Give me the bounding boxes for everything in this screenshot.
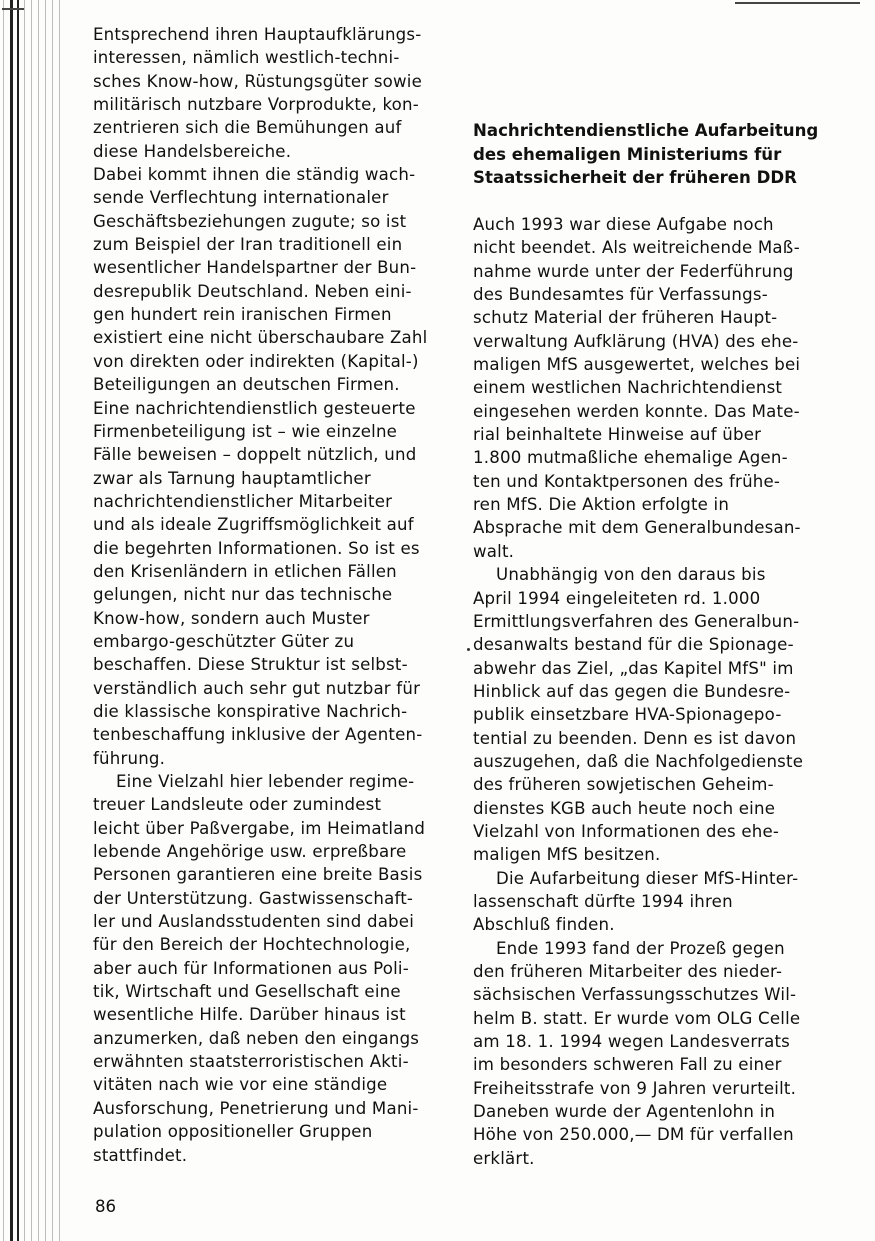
text-line: publik einsetzbare HVA-Spionagepo-	[473, 705, 782, 725]
text-line: schutz Material der früheren Haupt-	[473, 308, 778, 328]
text-line: dienstes KGB auch heute noch eine	[473, 798, 776, 818]
text-line: Eine Vielzahl hier lebender regime-	[116, 772, 415, 791]
text-line: Fälle beweisen – doppelt nützlich, und	[93, 445, 417, 465]
text-line: Ermittlungsverfahren des Generalbun-	[473, 611, 800, 631]
text-line: maligen MfS ausgewertet, welches bei	[473, 355, 801, 375]
text-line: tenbeschaffung inklusive der Agenten-	[93, 725, 423, 745]
heading-line: Nachrichtendienstliche Aufarbeitung	[473, 121, 819, 140]
text-line: gelungen, nicht nur das technische	[93, 585, 393, 605]
text-line: Ende 1993 fand der Prozeß gegen	[496, 938, 785, 958]
text-line: nahme wurde unter der Federführung	[473, 261, 794, 281]
text-line: Freiheitsstrafe von 9 Jahren verurteilt.	[473, 1078, 797, 1098]
text-line: Auch 1993 war diese Aufgabe noch	[473, 215, 774, 234]
text-line: der Unterstützung. Gastwissenschaft-	[93, 888, 414, 908]
text-line: sächsischen Verfassungsschutzes Wil-	[473, 985, 797, 1005]
text-line: im besonders schweren Fall zu einer	[473, 1055, 782, 1075]
text-line: desrepublik Deutschland. Neben eini-	[93, 281, 412, 301]
text-line: Daneben wurde der Agentenlohn in	[473, 1102, 776, 1122]
text-line: Die Aufarbeitung dieser MfS-Hinter-	[496, 868, 799, 888]
text-line: Geschäftsbeziehungen zugute; so ist	[93, 211, 407, 231]
text-line: Abschluß finden.	[473, 915, 615, 935]
text-line: zentrieren sich die Bemühungen auf	[93, 118, 402, 138]
text-line: Entsprechend ihren Hauptaufklärungs-	[93, 25, 422, 44]
binding-line	[10, 0, 13, 1241]
text-line: zum Beispiel der Iran traditionell ein	[93, 235, 403, 255]
text-line: die klassische konspirative Nachrich-	[93, 701, 408, 721]
text-line: anzumerken, daß neben den eingangs	[93, 1028, 420, 1048]
text-line: des früheren sowjetischen Geheim-	[473, 775, 774, 795]
text-line: aber auch für Informationen aus Poli-	[93, 958, 409, 978]
text-line: Know-how, sondern auch Muster	[93, 608, 370, 628]
text-line: des Bundesamtes für Verfassungs-	[473, 285, 768, 305]
text-line: nicht beendet. Als weitreichende Maß-	[473, 238, 800, 258]
text-line: Höhe von 250.000,— DM für verfallen	[473, 1125, 794, 1145]
text-line: wesentlicher Handelspartner der Bun-	[93, 258, 417, 278]
text-line: für den Bereich der Hochtechnologie,	[93, 935, 411, 955]
text-line: von direkten oder indirekten (Kapital-)	[93, 351, 419, 371]
text-line: Firmenbeteiligung ist – wie einzelne	[93, 421, 398, 441]
text-line: verständlich auch sehr gut nutzbar für	[93, 678, 421, 698]
text-line: ten und Kontaktpersonen des frühe-	[473, 471, 781, 491]
text-line: einem westlichen Nachrichtendienst	[473, 378, 783, 398]
scan-mark	[735, 2, 860, 4]
text-line: den früheren Mitarbeiter des nieder-	[473, 962, 783, 981]
text-line: existiert eine nicht überschaubare Zahl	[93, 328, 428, 348]
text-line: desanwalts bestand für die Spionage-	[473, 635, 794, 655]
right-column	[473, 213, 823, 1170]
text-line: diese Handelsbereiche.	[93, 141, 292, 161]
text-line: und als ideale Zugriffsmöglichkeit auf	[93, 515, 414, 535]
text-line: erwähnten staatsterroristischen Akti-	[93, 1052, 409, 1072]
text-line: Unabhängig von den daraus bis	[496, 565, 766, 585]
text-line: walt.	[473, 541, 515, 561]
page-number: 86	[95, 1197, 117, 1216]
text-line: interessen, nämlich westlich-techni-	[93, 48, 400, 68]
text-line: beschaffen. Diese Struktur ist selbst-	[93, 655, 408, 675]
text-line: Dabei kommt ihnen die ständig wach-	[93, 165, 416, 185]
text-line: Personen garantieren eine breite Basis	[93, 865, 423, 885]
text-line: rial beinhaltete Hinweise auf über	[473, 425, 762, 445]
text-line: gen hundert rein iranischen Firmen	[93, 305, 392, 325]
binding-line	[17, 0, 19, 1241]
text-line: sende Verflechtung internationaler	[93, 188, 389, 208]
text-line: embargo-geschützter Güter zu	[93, 631, 355, 651]
scan-mark	[2, 8, 24, 10]
text-line: zwar als Tarnung hauptamtlicher	[93, 468, 371, 488]
text-line: erklärt.	[473, 1148, 535, 1168]
text-line: maligen MfS besitzen.	[473, 845, 661, 865]
text-line: ren MfS. Die Aktion erfolgte in	[473, 495, 730, 515]
section-heading	[473, 119, 823, 190]
text-line: Eine nachrichtendienstlich gesteuerte	[93, 398, 416, 418]
text-line: den Krisenländern in etlichen Fällen	[93, 561, 397, 581]
text-line: Beteiligungen an deutschen Firmen.	[93, 375, 400, 395]
scan-speck	[467, 648, 470, 651]
heading-line: des ehemaligen Ministeriums für	[473, 144, 782, 164]
text-line: nachrichtendienstlicher Mitarbeiter	[93, 491, 393, 511]
text-line: tik, Wirtschaft und Gesellschaft eine	[93, 982, 401, 1002]
text-line: April 1994 eingeleiteten rd. 1.000	[473, 588, 761, 608]
text-line: tential zu beenden. Denn es ist davon	[473, 728, 797, 748]
text-line: militärisch nutzbare Vorprodukte, kon-	[93, 95, 419, 115]
text-line: vitäten nach wie vor eine ständige	[93, 1075, 388, 1095]
text-line: Vielzahl von Informationen des ehe-	[473, 821, 780, 841]
text-line: stattfindet.	[93, 1145, 188, 1165]
text-line: Ausforschung, Penetrierung und Mani-	[93, 1098, 419, 1118]
text-line: die begehrten Informationen. So ist es	[93, 538, 420, 558]
text-line: 1.800 mutmaßliche ehemalige Agen-	[473, 448, 788, 468]
text-line: eingesehen werden konnte. Das Mate-	[473, 401, 800, 421]
text-line: sches Know-how, Rüstungsgüter sowie	[93, 71, 423, 91]
left-column	[93, 23, 443, 1167]
text-line: lebende Angehörige usw. erpreßbare	[93, 842, 407, 862]
text-line: am 18. 1. 1994 wegen Landesverrats	[473, 1032, 791, 1052]
text-line: auszugehen, daß die Nachfolgedienste	[473, 751, 804, 771]
text-line: Hinblick auf das gegen die Bundesre-	[473, 681, 791, 701]
text-line: ler und Auslandsstudenten sind dabei	[93, 912, 415, 932]
text-line: pulation oppositioneller Gruppen	[93, 1122, 373, 1142]
text-line: verwaltung Aufklärung (HVA) des ehe-	[473, 331, 799, 351]
text-line: leicht über Paßvergabe, im Heimatland	[93, 818, 426, 838]
text-line: Absprache mit dem Generalbundesan-	[473, 518, 801, 538]
text-line: lassenschaft dürfte 1994 ihren	[473, 891, 733, 911]
text-line: führung.	[93, 748, 166, 768]
text-line: wesentliche Hilfe. Darüber hinaus ist	[93, 1005, 406, 1025]
text-line: abwehr das Ziel, „das Kapitel MfS" im	[473, 658, 794, 678]
text-line: helm B. statt. Er wurde vom OLG Celle	[473, 1008, 801, 1028]
heading-line: Staatssicherheit der früheren DDR	[473, 168, 797, 187]
text-line: treuer Landsleute oder zumindest	[93, 795, 382, 815]
